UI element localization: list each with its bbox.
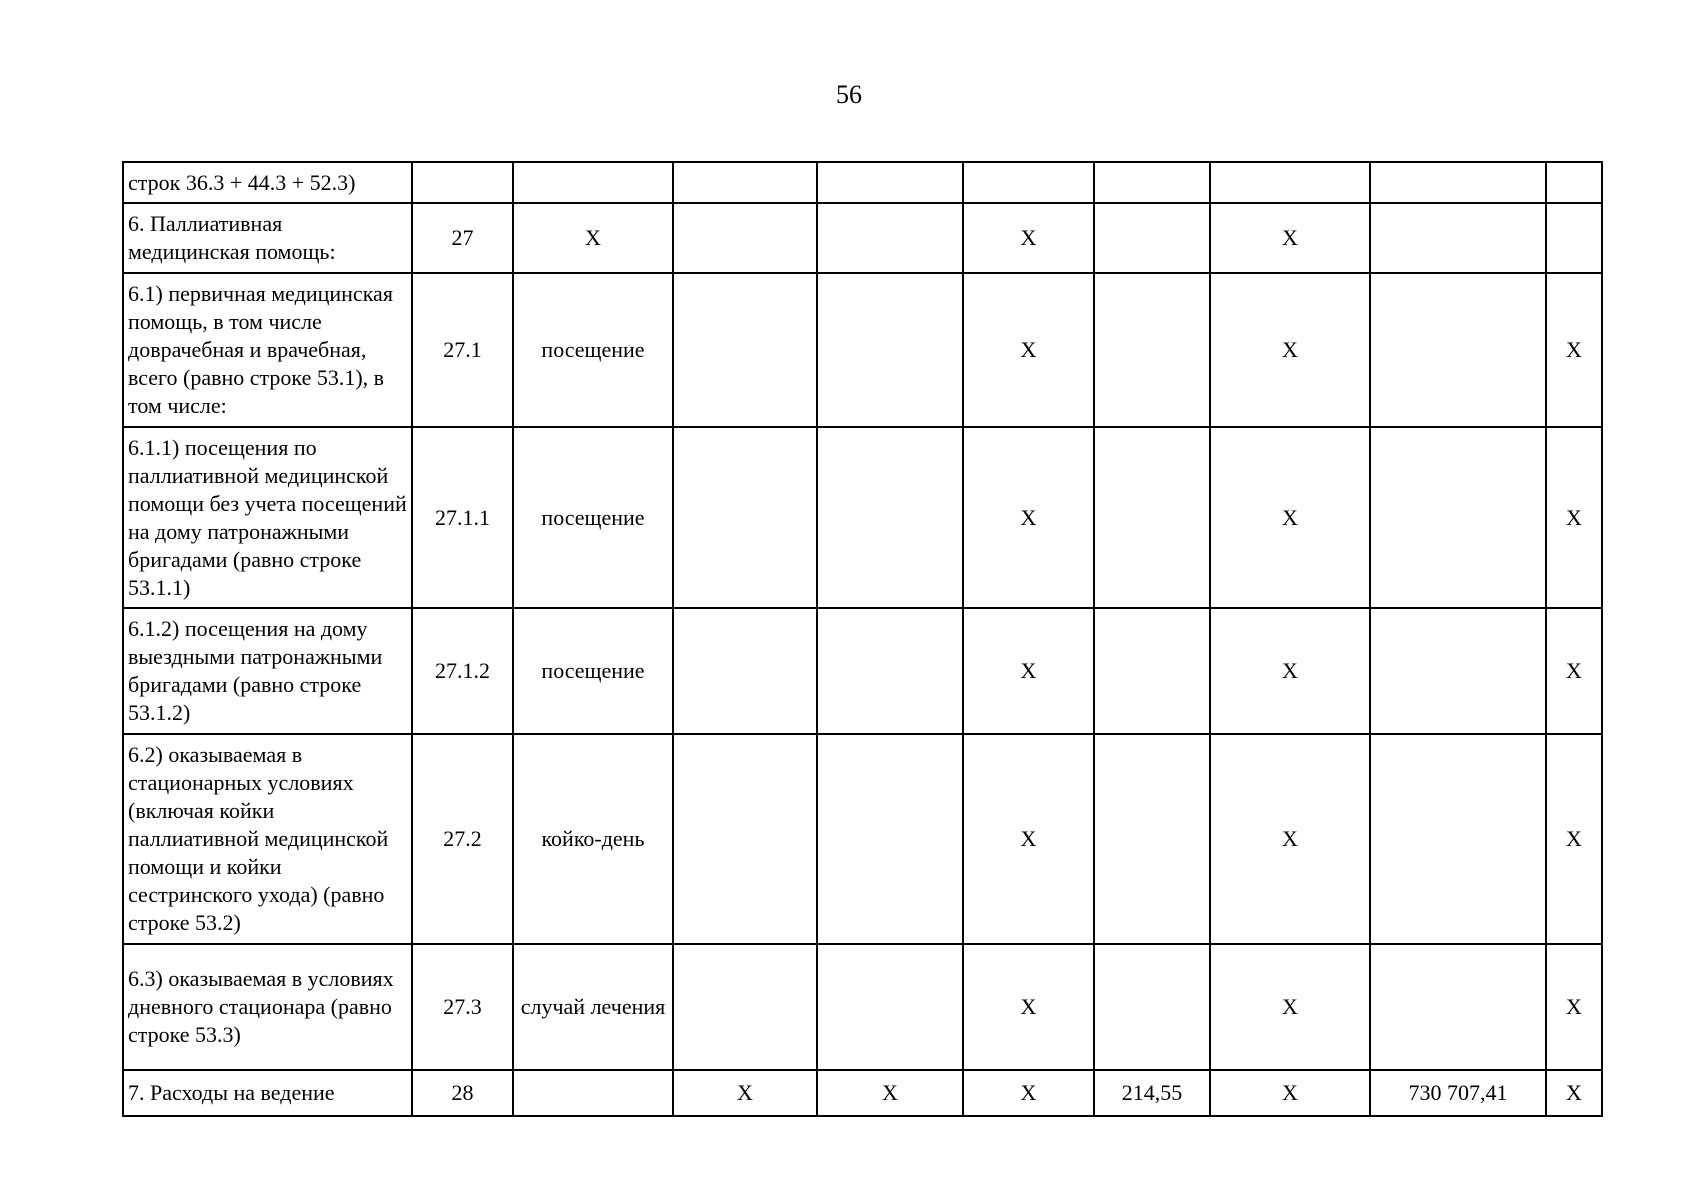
table-cell: X [513, 203, 673, 273]
table-cell: 27.2 [412, 734, 513, 944]
table-cell: X [1546, 427, 1602, 608]
table-cell [1094, 162, 1210, 203]
table-cell [1546, 162, 1602, 203]
table-cell: 27.1.1 [412, 427, 513, 608]
table-cell [673, 427, 817, 608]
table-cell [817, 162, 963, 203]
table-row [123, 427, 1602, 608]
table-cell: койко-день [513, 734, 673, 944]
table-cell: X [963, 203, 1094, 273]
table-cell: 214,55 [1094, 1070, 1210, 1116]
row-label: 6.1.2) посещения на дому выездными патронажными бригадами (равно строке 53.1.2) [123, 608, 412, 734]
data-table [122, 161, 1603, 1117]
table-cell: X [673, 1070, 817, 1116]
table-cell: X [1210, 734, 1370, 944]
table-cell: X [963, 1070, 1094, 1116]
table-cell: X [1210, 1070, 1370, 1116]
row-label: 7. Расходы на ведение [123, 1070, 412, 1116]
table-cell: 28 [412, 1070, 513, 1116]
table-cell [1094, 734, 1210, 944]
table-cell [1370, 162, 1546, 203]
table-cell: 27.3 [412, 944, 513, 1070]
table-row [123, 734, 1602, 944]
table-row [123, 944, 1602, 1070]
table-row [123, 203, 1602, 273]
table-cell [1370, 608, 1546, 734]
table-cell [1094, 944, 1210, 1070]
table-cell [673, 608, 817, 734]
page-number: 56 [836, 80, 862, 109]
table-cell [673, 273, 817, 427]
table-cell: 27 [412, 203, 513, 273]
table-cell: X [963, 734, 1094, 944]
table-cell: X [963, 427, 1094, 608]
table-cell: X [1546, 944, 1602, 1070]
table-cell [1370, 944, 1546, 1070]
table-cell [817, 203, 963, 273]
table-cell [817, 427, 963, 608]
table-cell [673, 162, 817, 203]
table-cell: X [1546, 273, 1602, 427]
table-cell: X [1210, 944, 1370, 1070]
table-cell [1370, 203, 1546, 273]
table-cell: X [1546, 734, 1602, 944]
table-cell [1094, 203, 1210, 273]
table-cell: X [963, 608, 1094, 734]
row-label: 6.2) оказываемая в стационарных условиях (включая койки паллиативной медицинской помощи и койки сестринского ухода) (равно строке 53.2) [123, 734, 412, 944]
table-cell [412, 162, 513, 203]
table-cell: 730 707,41 [1370, 1070, 1546, 1116]
table-cell: X [817, 1070, 963, 1116]
table-cell [817, 273, 963, 427]
table-cell: случай лечения [513, 944, 673, 1070]
table-cell [1094, 608, 1210, 734]
table-cell: 27.1.2 [412, 608, 513, 734]
table-row [123, 608, 1602, 734]
row-label: 6. Паллиативная медицинская помощь: [123, 203, 412, 273]
table-cell: X [1210, 203, 1370, 273]
table-cell: посещение [513, 427, 673, 608]
table-row [123, 1070, 1602, 1116]
table-row [123, 273, 1602, 427]
row-label: 6.1) первичная медицинская помощь, в том числе доврачебная и врачебная, всего (равно строке 53.1), в том числе: [123, 273, 412, 427]
row-label: 6.1.1) посещения по паллиативной медицинской помощи без учета посещений на дому патронажными бригадами (равно строке 53.1.1) [123, 427, 412, 608]
table-cell: X [963, 944, 1094, 1070]
table-cell [513, 1070, 673, 1116]
table-cell [1094, 273, 1210, 427]
table-cell [673, 203, 817, 273]
table-cell [817, 608, 963, 734]
row-label: 6.3) оказываемая в условиях дневного стационара (равно строке 53.3) [123, 944, 412, 1070]
table-cell: X [1210, 608, 1370, 734]
table-cell [1546, 203, 1602, 273]
table-cell [817, 944, 963, 1070]
table-cell [1210, 162, 1370, 203]
table-cell [1370, 734, 1546, 944]
table-cell [963, 162, 1094, 203]
table-cell [513, 162, 673, 203]
table-cell [673, 944, 817, 1070]
table-cell [673, 734, 817, 944]
table-cell: 27.1 [412, 273, 513, 427]
table-cell [1094, 427, 1210, 608]
table-cell: X [1210, 273, 1370, 427]
table-cell [1370, 427, 1546, 608]
table-row [123, 162, 1602, 203]
table-cell: X [1546, 1070, 1602, 1116]
table-cell: посещение [513, 273, 673, 427]
table-cell: X [1546, 608, 1602, 734]
table-cell [1370, 273, 1546, 427]
table-cell: X [1210, 427, 1370, 608]
table-cell [817, 734, 963, 944]
row-label: строк 36.3 + 44.3 + 52.3) [123, 162, 412, 203]
table-cell: посещение [513, 608, 673, 734]
table-cell: X [963, 273, 1094, 427]
